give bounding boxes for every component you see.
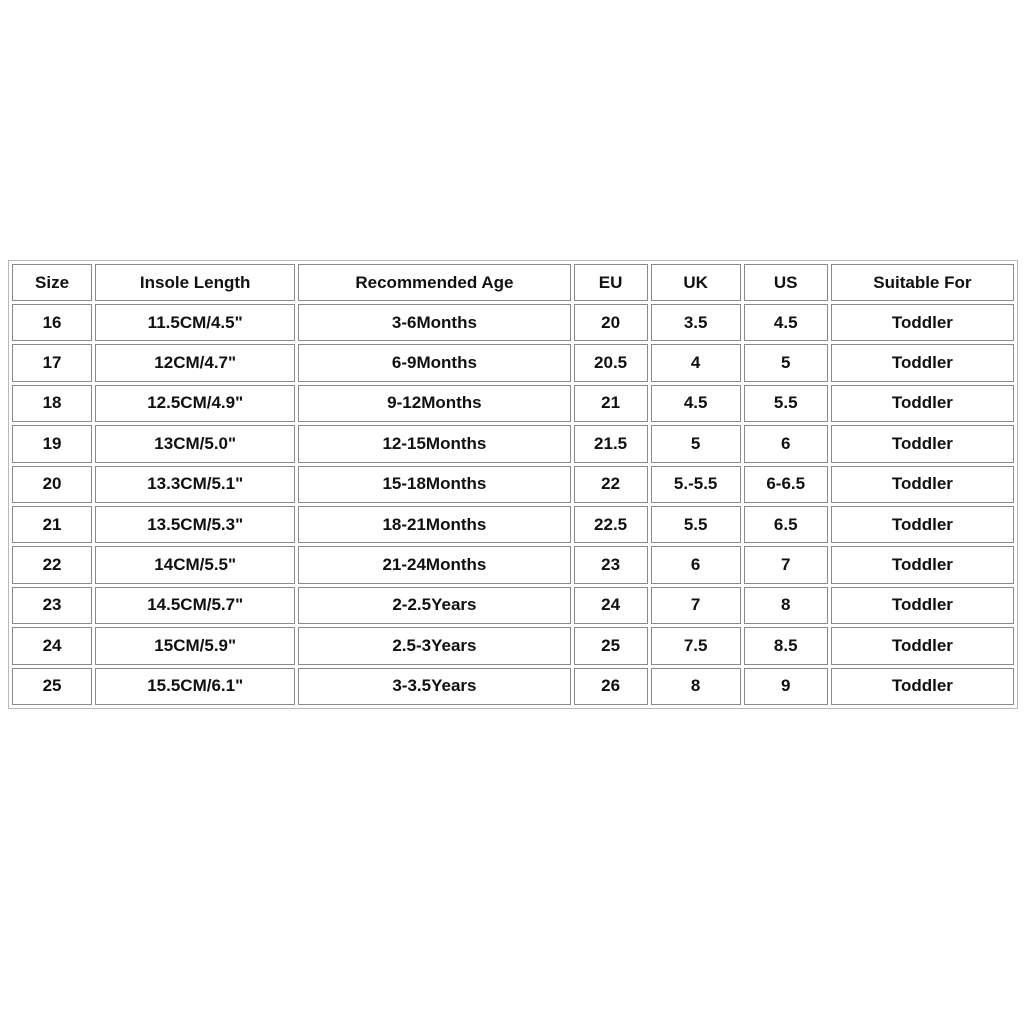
header-size: Size: [12, 264, 92, 301]
cell-uk: 7.5: [651, 627, 741, 664]
cell-us: 8: [744, 587, 828, 624]
cell-eu: 24: [574, 587, 648, 624]
header-recommended-age: Recommended Age: [298, 264, 570, 301]
cell-size: 20: [12, 466, 92, 503]
cell-eu: 23: [574, 546, 648, 583]
cell-us: 8.5: [744, 627, 828, 664]
cell-suitable-for: Toddler: [831, 466, 1014, 503]
cell-size: 16: [12, 304, 92, 341]
cell-uk: 4.5: [651, 385, 741, 422]
cell-suitable-for: Toddler: [831, 546, 1014, 583]
cell-suitable-for: Toddler: [831, 668, 1014, 705]
cell-recommended-age: 15-18Months: [298, 466, 570, 503]
cell-eu: 22: [574, 466, 648, 503]
cell-eu: 20: [574, 304, 648, 341]
table-row: [12, 304, 1014, 341]
size-chart-container: [8, 260, 1018, 709]
cell-suitable-for: Toddler: [831, 385, 1014, 422]
cell-uk: 5.-5.5: [651, 466, 741, 503]
table-row: [12, 587, 1014, 624]
cell-insole-length: 11.5CM/4.5": [95, 304, 295, 341]
cell-suitable-for: Toddler: [831, 627, 1014, 664]
cell-size: 24: [12, 627, 92, 664]
cell-size: 25: [12, 668, 92, 705]
cell-recommended-age: 2.5-3Years: [298, 627, 570, 664]
cell-suitable-for: Toddler: [831, 425, 1014, 462]
header-uk: UK: [651, 264, 741, 301]
table-row: [12, 385, 1014, 422]
cell-size: 23: [12, 587, 92, 624]
cell-size: 19: [12, 425, 92, 462]
table-row: [12, 425, 1014, 462]
cell-us: 7: [744, 546, 828, 583]
header-us: US: [744, 264, 828, 301]
cell-suitable-for: Toddler: [831, 587, 1014, 624]
cell-uk: 5.5: [651, 506, 741, 543]
cell-insole-length: 13.5CM/5.3": [95, 506, 295, 543]
cell-size: 22: [12, 546, 92, 583]
cell-us: 9: [744, 668, 828, 705]
cell-insole-length: 12.5CM/4.9": [95, 385, 295, 422]
cell-insole-length: 13CM/5.0": [95, 425, 295, 462]
header-row: [12, 264, 1014, 301]
table-row: [12, 466, 1014, 503]
cell-suitable-for: Toddler: [831, 304, 1014, 341]
cell-recommended-age: 12-15Months: [298, 425, 570, 462]
cell-us: 4.5: [744, 304, 828, 341]
table-row: [12, 506, 1014, 543]
cell-insole-length: 14.5CM/5.7": [95, 587, 295, 624]
cell-size: 17: [12, 344, 92, 381]
cell-uk: 7: [651, 587, 741, 624]
cell-insole-length: 12CM/4.7": [95, 344, 295, 381]
table-row: [12, 668, 1014, 705]
header-suitable-for: Suitable For: [831, 264, 1014, 301]
cell-insole-length: 14CM/5.5": [95, 546, 295, 583]
cell-eu: 26: [574, 668, 648, 705]
cell-recommended-age: 6-9Months: [298, 344, 570, 381]
table-row: [12, 546, 1014, 583]
cell-us: 6.5: [744, 506, 828, 543]
cell-recommended-age: 9-12Months: [298, 385, 570, 422]
header-eu: EU: [574, 264, 648, 301]
cell-size: 21: [12, 506, 92, 543]
cell-uk: 8: [651, 668, 741, 705]
cell-eu: 21.5: [574, 425, 648, 462]
cell-recommended-age: 3-3.5Years: [298, 668, 570, 705]
table-row: [12, 627, 1014, 664]
cell-eu: 20.5: [574, 344, 648, 381]
cell-recommended-age: 3-6Months: [298, 304, 570, 341]
cell-recommended-age: 21-24Months: [298, 546, 570, 583]
cell-insole-length: 15CM/5.9": [95, 627, 295, 664]
table-row: [12, 344, 1014, 381]
cell-uk: 6: [651, 546, 741, 583]
cell-recommended-age: 18-21Months: [298, 506, 570, 543]
cell-insole-length: 13.3CM/5.1": [95, 466, 295, 503]
cell-us: 6-6.5: [744, 466, 828, 503]
cell-recommended-age: 2-2.5Years: [298, 587, 570, 624]
cell-us: 5: [744, 344, 828, 381]
cell-size: 18: [12, 385, 92, 422]
cell-uk: 3.5: [651, 304, 741, 341]
cell-suitable-for: Toddler: [831, 506, 1014, 543]
cell-uk: 5: [651, 425, 741, 462]
cell-eu: 21: [574, 385, 648, 422]
cell-us: 6: [744, 425, 828, 462]
cell-eu: 22.5: [574, 506, 648, 543]
cell-eu: 25: [574, 627, 648, 664]
cell-suitable-for: Toddler: [831, 344, 1014, 381]
header-insole-length: Insole Length: [95, 264, 295, 301]
cell-us: 5.5: [744, 385, 828, 422]
cell-uk: 4: [651, 344, 741, 381]
cell-insole-length: 15.5CM/6.1": [95, 668, 295, 705]
size-chart-table: [9, 261, 1017, 708]
